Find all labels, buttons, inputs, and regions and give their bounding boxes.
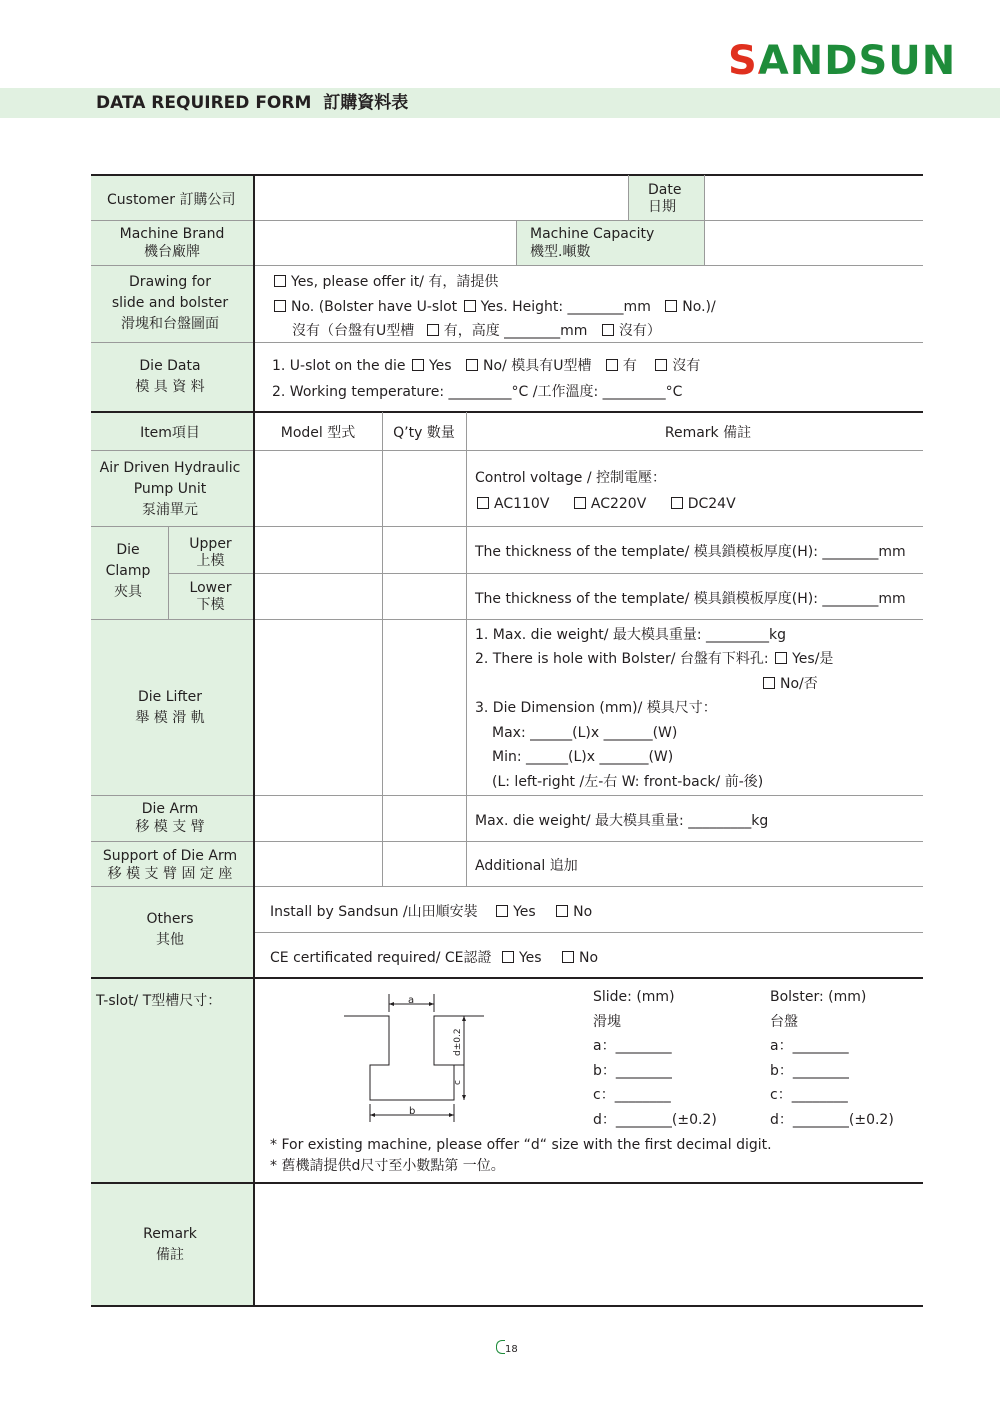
remark-field[interactable]	[256, 1185, 922, 1303]
tslot-label: T-slot/ T型槽尺寸：	[96, 993, 222, 1009]
die-data-label-en: Die Data	[139, 358, 201, 374]
tslot-note-zh: * 舊機請提供d尺寸至小數點第 一位。	[270, 1158, 505, 1174]
machine-capacity-field[interactable]	[706, 221, 922, 264]
no-text: No.)/	[682, 299, 716, 315]
die-lifter-label-en: Die Lifter	[138, 689, 202, 705]
checkbox[interactable]	[464, 300, 476, 312]
checkbox[interactable]	[655, 359, 667, 371]
section-border	[91, 1182, 923, 1184]
lower-label-zh: 下模	[196, 597, 225, 613]
dc24-text: DC24V	[687, 496, 736, 512]
drawing-no-option[interactable]	[272, 297, 716, 317]
ac220-text: AC220V	[590, 496, 647, 512]
row-divider	[91, 450, 923, 451]
checkbox[interactable]	[496, 905, 508, 917]
checkbox[interactable]	[665, 300, 677, 312]
die-arm-label-zh: 移 模 支 臂	[135, 819, 205, 835]
upper-label-zh: 上模	[196, 553, 225, 569]
die-data-line-2[interactable]: 2. Working temperature: _________°C /工作溫度: _________°C	[272, 384, 683, 400]
install-text: Install by Sandsun /山田順安裝	[270, 904, 478, 920]
yes-zh-text: 有	[622, 358, 637, 374]
drawing-yes-option[interactable]	[272, 272, 498, 292]
pump-label-3: 泵浦單元	[142, 502, 198, 518]
no-text: No	[579, 950, 599, 966]
date-field[interactable]	[706, 176, 922, 219]
machine-capacity-label-en: Machine Capacity	[530, 226, 655, 242]
machine-brand-field[interactable]	[256, 221, 514, 264]
machine-capacity-label-zh: 機型.噸數	[530, 244, 591, 260]
row-divider	[91, 886, 923, 887]
page-number	[496, 1340, 518, 1358]
machine-brand-label-zh: 機台廠牌	[144, 244, 200, 260]
upper-thickness[interactable]: The thickness of the template/ 模具鎖模板厚度(H): ________mm	[475, 544, 906, 560]
checkbox[interactable]	[574, 497, 586, 509]
page-marker-icon	[496, 1340, 505, 1354]
row-divider	[91, 342, 923, 343]
remark-label-en: Remark	[143, 1226, 197, 1242]
customer-field[interactable]	[256, 176, 626, 219]
checkbox[interactable]	[602, 324, 614, 336]
drawing-yes-text: Yes, please offer it/ 有，請提供	[291, 274, 499, 290]
lifter-note: (L: left-right /左-右 W: front-back/ 前-後)	[492, 774, 764, 790]
checkbox[interactable]	[466, 359, 478, 371]
label-column-border	[253, 175, 255, 1306]
date-label-zh: 日期	[648, 199, 676, 215]
drawing-no-text: No. (Bolster have U-slot	[291, 299, 458, 315]
col-divider	[466, 412, 467, 886]
dim-c-label: c	[453, 1080, 463, 1085]
checkbox[interactable]	[412, 359, 424, 371]
dim-b-label: b	[409, 1106, 416, 1117]
checkbox[interactable]	[556, 905, 568, 917]
lifter-hole-no[interactable]	[761, 674, 818, 694]
checkbox[interactable]	[502, 951, 514, 963]
bolster-title-zh: 台盤	[770, 1014, 798, 1030]
checkbox[interactable]	[606, 359, 618, 371]
voltage-options[interactable]	[475, 494, 736, 514]
drawing-label-3: 滑塊和台盤圖面	[121, 316, 219, 332]
tslot-note-en: * For existing machine, please offer “d“ size with the first decimal digit.	[270, 1137, 772, 1153]
die-arm-weight[interactable]: Max. die weight/ 最大模具重量: _________kg	[475, 813, 769, 829]
drawing-label-2: slide and bolster	[111, 295, 229, 311]
yes-text: Yes/是	[792, 651, 834, 667]
checkbox[interactable]	[775, 652, 787, 664]
remark-header: Remark 備註	[664, 425, 752, 441]
bolster-b[interactable]: b：________	[770, 1063, 849, 1079]
checkbox[interactable]	[763, 677, 775, 689]
row-divider	[91, 526, 923, 527]
bolster-a[interactable]: a：________	[770, 1038, 849, 1054]
col-divider	[382, 412, 383, 886]
slide-a[interactable]: a：________	[593, 1038, 672, 1054]
tslot-diagram	[340, 990, 490, 1125]
support-remark: Additional 追加	[475, 858, 578, 874]
height-text: Yes. Height: ________mm	[480, 299, 651, 315]
section-border	[91, 411, 923, 413]
ac110-text: AC110V	[494, 496, 550, 512]
pump-label-1: Air Driven Hydraulic	[99, 460, 241, 476]
slide-title-zh: 滑塊	[593, 1014, 621, 1030]
yes-text: Yes	[518, 950, 542, 966]
row-divider	[254, 932, 923, 933]
qty-header: Q’ty 數量	[393, 425, 455, 441]
no-zh-text: 沒有）	[618, 323, 661, 339]
lower-label-en: Lower	[189, 580, 232, 596]
label-column	[91, 175, 254, 1306]
slide-c[interactable]: c：________	[593, 1087, 671, 1103]
support-label-zh: 移 模 支 臂 固 定 座	[107, 866, 233, 882]
logo-text: SANDSUN	[728, 38, 957, 84]
col-divider	[628, 175, 629, 220]
lifter-dimension: 3. Die Dimension (mm)/ 模具尺寸：	[475, 700, 717, 716]
date-label-en: Date	[648, 182, 682, 198]
lifter-max-weight[interactable]: 1. Max. die weight/ 最大模具重量: _________kg	[475, 627, 787, 643]
checkbox[interactable]	[562, 951, 574, 963]
checkbox[interactable]	[274, 275, 286, 287]
no-text: No	[573, 904, 593, 920]
checkbox[interactable]	[427, 324, 439, 336]
upper-label-en: Upper	[189, 536, 232, 552]
lower-thickness[interactable]: The thickness of the template/ 模具鎖模板厚度(H): ________mm	[475, 591, 906, 607]
row-divider	[91, 265, 923, 266]
dim-a-label: a	[408, 995, 415, 1006]
bolster-title: Bolster: (mm)	[770, 989, 867, 1005]
bolster-c[interactable]: c：________	[770, 1087, 848, 1103]
machine-brand-label-en: Machine Brand	[119, 226, 225, 242]
checkbox[interactable]	[274, 300, 286, 312]
yes-text: Yes	[513, 904, 536, 920]
slide-b[interactable]: b：________	[593, 1063, 672, 1079]
drawing-no-zh-text: 沒有（台盤有U型槽	[292, 323, 415, 339]
drawing-no-option-zh[interactable]	[292, 321, 661, 341]
col-divider	[516, 220, 517, 265]
die-lifter-label-zh: 舉 模 滑 軌	[135, 710, 205, 726]
row-divider	[91, 795, 923, 796]
checkbox[interactable]	[477, 497, 489, 509]
customer-label: Customer 訂購公司	[107, 192, 236, 208]
no-text: No/否	[780, 676, 818, 692]
sandsun-logo	[728, 38, 956, 86]
lifter-max[interactable]: Max: ______(L)x _______(W)	[492, 725, 678, 741]
slide-title: Slide: (mm)	[593, 989, 675, 1005]
checkbox[interactable]	[671, 497, 683, 509]
die-clamp-label-2: Clamp	[105, 563, 151, 579]
lifter-hole-text: 2. There is hole with Bolster/ 台盤有下料孔:	[475, 651, 769, 667]
drawing-label-1: Drawing for	[129, 274, 211, 290]
lifter-min[interactable]: Min: ______(L)x _______(W)	[492, 749, 674, 765]
no-zh-text: 沒有	[672, 358, 701, 374]
slide-d[interactable]: d：________(±0.2)	[593, 1112, 717, 1128]
height-zh-text: 有，高度 ________mm	[443, 323, 588, 339]
die-arm-label-en: Die Arm	[141, 801, 199, 817]
page-number-text: 18	[505, 1344, 518, 1355]
section-border	[91, 977, 923, 979]
no-text: No/ 模具有U型槽	[483, 358, 592, 374]
support-label-en: Support of Die Arm	[102, 848, 238, 864]
yes-text: Yes	[428, 358, 452, 374]
col-divider	[704, 175, 705, 265]
item-header: Item項目	[140, 425, 200, 441]
die-clamp-label-1: Die	[116, 542, 140, 558]
ce-text: CE certificated required/ CE認證	[270, 950, 492, 966]
row-divider	[91, 619, 923, 620]
pump-label-2: Pump Unit	[133, 481, 207, 497]
row-divider	[91, 841, 923, 842]
die-data-line-1[interactable]	[272, 356, 700, 376]
row-divider	[168, 573, 923, 574]
die-data-label-zh: 模 具 資 料	[135, 379, 205, 395]
ce-option[interactable]	[270, 948, 598, 968]
model-header: Model 型式	[280, 425, 356, 441]
others-label-en: Others	[146, 911, 194, 927]
others-label-zh: 其他	[156, 932, 184, 948]
install-option[interactable]	[270, 902, 592, 922]
lifter-hole[interactable]	[475, 649, 833, 669]
control-voltage-label: Control voltage / 控制電壓：	[475, 470, 666, 486]
dim-d-label: d±0.2	[453, 1028, 463, 1056]
bolster-d[interactable]: d：________(±0.2)	[770, 1112, 894, 1128]
remark-label-zh: 備註	[156, 1247, 184, 1263]
die-clamp-label-3: 夾具	[114, 584, 142, 600]
table-bottom-border	[91, 1305, 923, 1307]
page-title: DATA REQUIRED FORM 訂購資料表	[96, 93, 409, 113]
uslot-text: 1. U-slot on the die	[272, 358, 406, 374]
